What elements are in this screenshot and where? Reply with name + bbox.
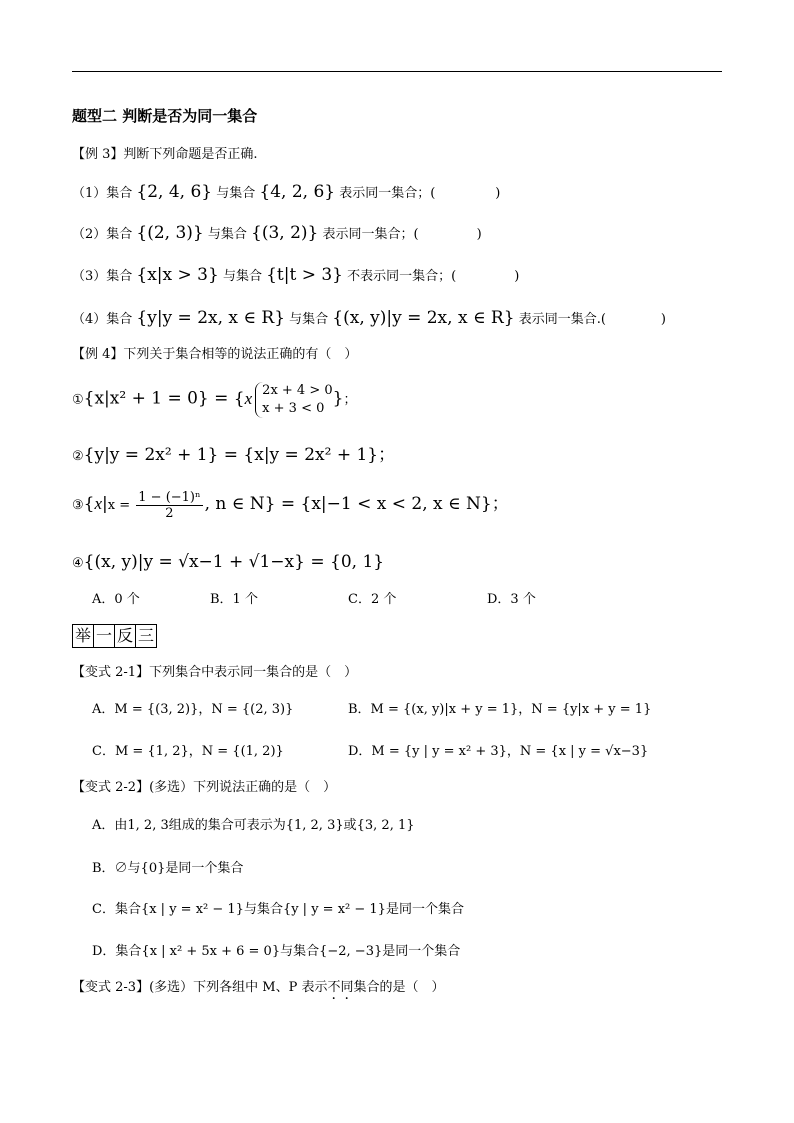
ex4-statement-2: ②{y|y = 2x² + 1} = {x|y = 2x² + 1}； <box>72 445 396 465</box>
ex4-option-a: A．0 个 <box>92 592 140 607</box>
v22-option-d: D．集合{x | x² + 5x + 6 = 0}与集合{−2, −3}是同一个集合 <box>92 944 461 959</box>
variant-2-2-heading: 【变式 2-2】(多选）下列说法正确的是（ ） <box>72 780 337 795</box>
ex3-item-3: （3）集合 {x|x > 3} 与集合 {t|t > 3} 不表示同一集合；( ) <box>72 265 520 285</box>
example-3-heading: 【例 3】判断下列命题是否正确. <box>72 147 258 162</box>
ex4-statement-1: ①{x|x² + 1 = 0} = {x 2x + 4 > 0 x + 3 < 0 }； <box>72 383 357 416</box>
practice-tag: 举 一 反 三 <box>72 624 157 648</box>
v22-option-b: B．∅与{0}是同一个集合 <box>92 861 244 876</box>
ex4-option-b: B．1 个 <box>210 592 258 607</box>
ex3-item-4: （4）集合 {y|y = 2x, x ∈ R} 与集合 {(x, y)|y = 2x, x ∈ R} 表示同一集合.( ) <box>72 308 666 328</box>
example-4-heading: 【例 4】下列关于集合相等的说法正确的有（ ） <box>72 347 358 362</box>
v21-option-c: C．M = {1, 2}，N = {(1, 2)} <box>92 744 284 759</box>
v22-option-a: A．由1, 2, 3组成的集合可表示为{1, 2, 3}或{3, 2, 1} <box>92 818 415 833</box>
v22-option-c: C．集合{x | y = x² − 1}与集合{y | y = x² − 1}是同一个集合 <box>92 902 464 917</box>
ex4-option-d: D．3 个 <box>487 592 536 607</box>
ex4-statement-4: ④{(x, y)|y = √x−1 + √1−x} = {0, 1} <box>72 552 385 572</box>
inequality-system: 2x + 4 > 0 x + 3 < 0 <box>255 382 332 418</box>
ex4-option-c: C．2 个 <box>348 592 397 607</box>
ex4-statement-3: ③{x|x = $\frac{\text{1 − (−1)ⁿ}}{2}$ , n ∈ N} = {x|−1 < x < 2, x ∈ N}； <box>72 490 509 521</box>
section-title: 题型二 判断是否为同一集合 <box>72 107 258 125</box>
v21-option-d: D．M = {y | y = x² + 3}，N = {x | y = √x−3} <box>348 744 649 759</box>
v21-option-b: B．M = {(x, y)|x + y = 1}，N = {y|x + y = 1} <box>348 702 652 717</box>
ex3-item-2: （2）集合 {(2, 3)} 与集合 {(3, 2)} 表示同一集合；( ) <box>72 223 482 243</box>
variant-2-1-heading: 【变式 2-1】下列集合中表示同一集合的是（ ） <box>72 665 358 680</box>
ex3-item-1: （1）集合 {2, 4, 6} 与集合 {4, 2, 6} 表示同一集合；( ) <box>72 182 501 202</box>
header-rule <box>72 71 722 72</box>
v21-option-a: A．M = {(3, 2)}，N = {(2, 3)} <box>92 702 294 717</box>
variant-2-3-heading: 【变式 2-3】(多选）下列各组中 M、P 表示不同集合的是（ ） <box>72 980 445 995</box>
fraction: $\frac{\text{1 − (−1)ⁿ}}{2}$ <box>138 490 201 521</box>
